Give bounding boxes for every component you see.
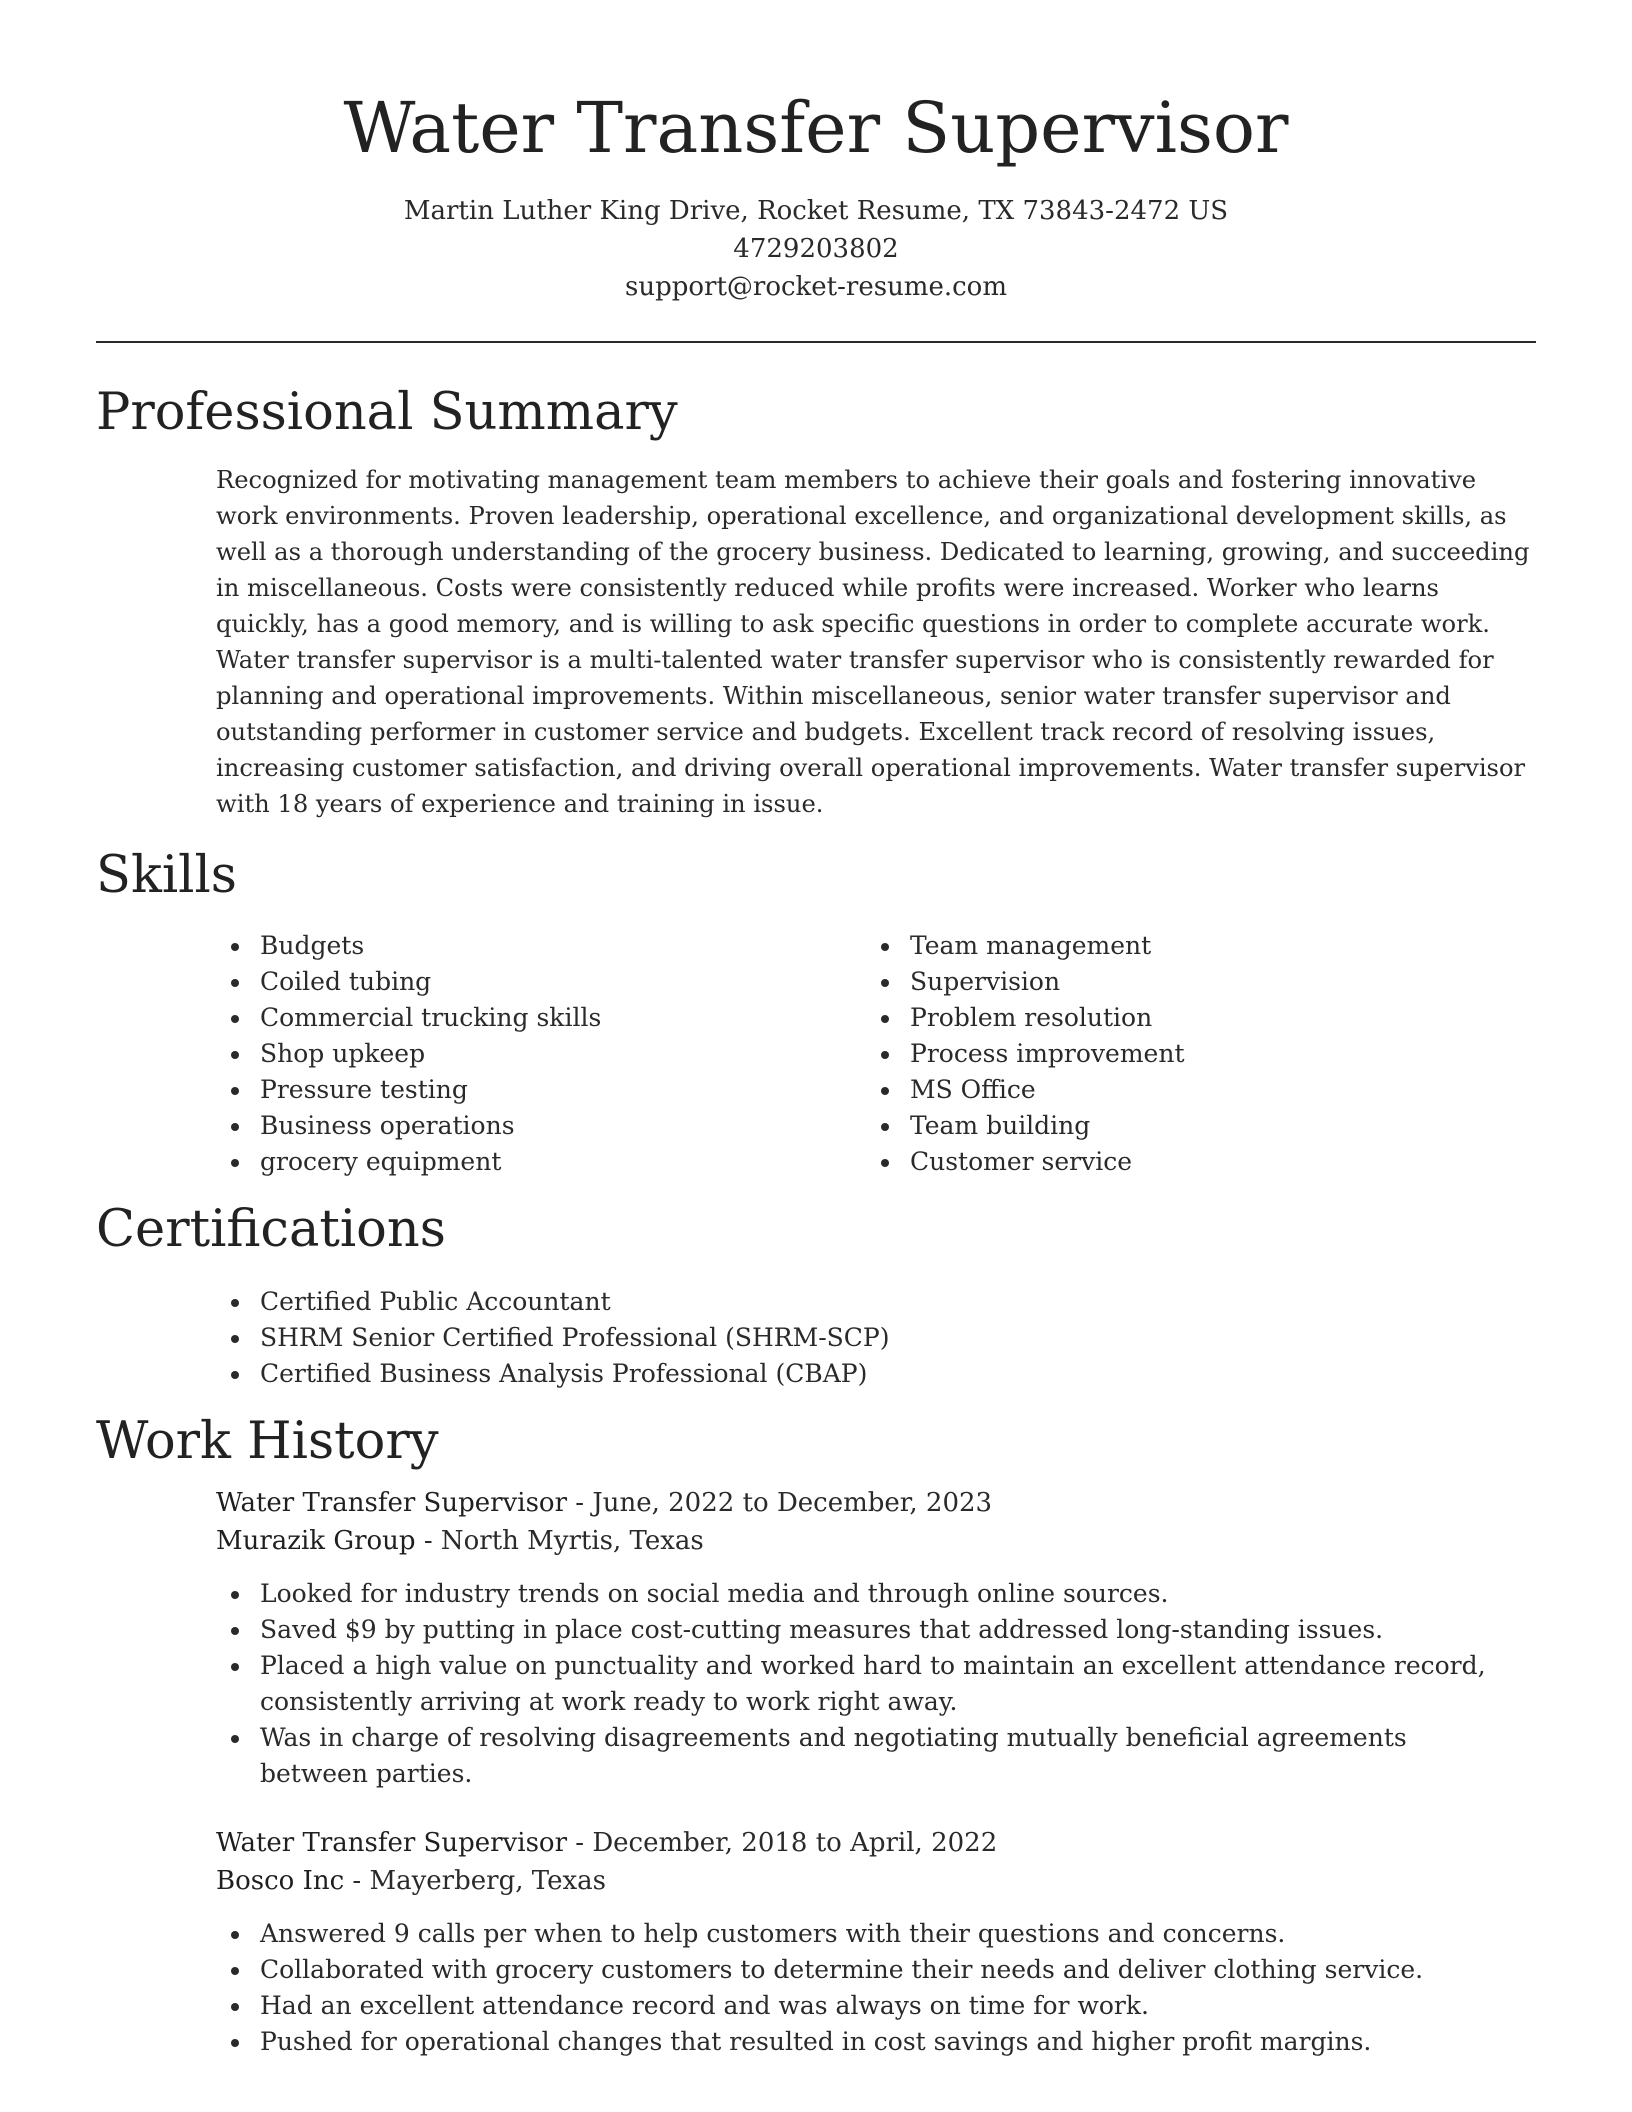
work-history-heading: Work History: [96, 1412, 439, 1471]
job-dates: - June, 2022 to December, 2023: [567, 1488, 993, 1518]
job-entry: [216, 1824, 1516, 2060]
skill-item: Customer service: [866, 1144, 1506, 1180]
job-bullet: Was in charge of resolving disagreements and negotiating mutually beneficial agreements between parties.: [216, 1720, 1516, 1792]
skill-item: Shop upkeep: [216, 1036, 856, 1072]
job-company: Murazik Group: [216, 1526, 416, 1556]
job-title: Water Transfer Supervisor: [216, 1828, 567, 1858]
job-title: Water Transfer Supervisor: [216, 1488, 567, 1518]
skills-list-right: [866, 928, 1506, 1180]
skill-item: grocery equipment: [216, 1144, 856, 1180]
job-bullet: Looked for industry trends on social media and through online sources.: [216, 1576, 1516, 1612]
job-dates: - December, 2018 to April, 2022: [567, 1828, 998, 1858]
job-bullet: Answered 9 calls per when to help customers with their questions and concerns.: [216, 1916, 1516, 1952]
certifications-heading: Certifications: [96, 1200, 446, 1259]
resume-header: [96, 80, 1536, 306]
contact-info: [96, 192, 1536, 306]
skills-list-left: [216, 928, 856, 1180]
skill-item: Team building: [866, 1108, 1506, 1144]
job-company-line: [216, 1522, 1516, 1560]
contact-phone: 4729203802: [733, 234, 899, 264]
skill-item: Pressure testing: [216, 1072, 856, 1108]
skill-item: Process improvement: [866, 1036, 1506, 1072]
job-bullets: [216, 1916, 1516, 2060]
contact-address: Martin Luther King Drive, Rocket Resume, TX 73843-2472 US: [403, 196, 1229, 226]
job-bullet: Pushed for operational changes that resulted in cost savings and higher profit margins.: [216, 2024, 1516, 2060]
summary-heading: Professional Summary: [96, 383, 678, 442]
candidate-name: Water Transfer Supervisor: [343, 87, 1289, 169]
skill-item: MS Office: [866, 1072, 1506, 1108]
job-bullets: [216, 1576, 1516, 1792]
summary-text: Recognized for motivating management team members to achieve their goals and fostering innovative work environments. Proven leadership, operational excellence, and organizational development skills, as well as a thorough understanding of the grocery business. Dedicated to learning, growing, and succeeding in miscellaneous. Costs were consistently reduced while profits were increased. Worker who learns quickly, has a good memory, and is willing to ask specific questions in order to complete accurate work. Water transfer supervisor is a multi-talented water transfer supervisor who is consistently rewarded for planning and operational improvements. Within miscellaneous, senior water transfer supervisor and outstanding performer in customer service and budgets. Excellent track record of resolving issues, increasing customer satisfaction, and driving overall operational improvements. Water transfer supervisor with 18 years of experience and training in issue.: [216, 466, 1530, 818]
certifications-list: [216, 1284, 1516, 1392]
job-entry: [216, 1484, 1516, 1792]
certification-item: Certified Public Accountant: [216, 1284, 1516, 1320]
job-location: - Mayerberg, Texas: [344, 1866, 606, 1896]
contact-email: support@rocket-resume.com: [624, 272, 1007, 302]
job-bullet: Placed a high value on punctuality and worked hard to maintain an excellent attendance record, consistently arriving at work ready to work right away.: [216, 1648, 1516, 1720]
job-location: - North Myrtis, Texas: [415, 1526, 704, 1556]
skill-item: Business operations: [216, 1108, 856, 1144]
job-company-line: [216, 1862, 1516, 1900]
certification-item: Certified Business Analysis Professional (CBAP): [216, 1356, 1516, 1392]
skill-item: Problem resolution: [866, 1000, 1506, 1036]
job-bullet: Had an excellent attendance record and was always on time for work.: [216, 1988, 1516, 2024]
job-title-line: [216, 1484, 1516, 1522]
skill-item: Commercial trucking skills: [216, 1000, 856, 1036]
skill-item: Team management: [866, 928, 1506, 964]
skill-item: Budgets: [216, 928, 856, 964]
job-bullet: Saved $9 by putting in place cost-cutting measures that addressed long-standing issues.: [216, 1612, 1516, 1648]
skills-heading: Skills: [96, 846, 237, 905]
job-title-line: [216, 1824, 1516, 1862]
certification-item: SHRM Senior Certified Professional (SHRM-SCP): [216, 1320, 1516, 1356]
header-divider: [96, 341, 1536, 343]
skill-item: Coiled tubing: [216, 964, 856, 1000]
skill-item: Supervision: [866, 964, 1506, 1000]
job-company: Bosco Inc: [216, 1866, 345, 1896]
job-bullet: Collaborated with grocery customers to determine their needs and deliver clothing service.: [216, 1952, 1516, 1988]
